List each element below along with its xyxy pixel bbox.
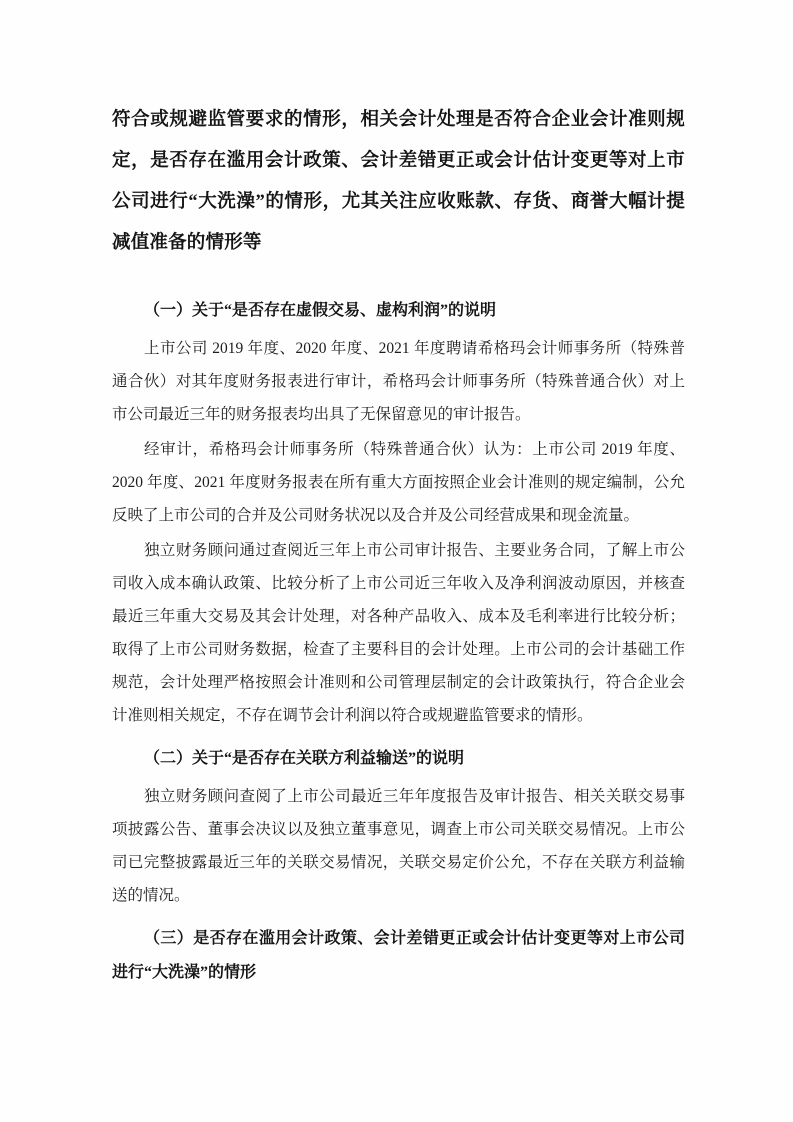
document-body bbox=[112, 100, 685, 990]
section-1-paragraph-2: 经审计，希格玛会计师事务所（特殊普通合伙）认为：上市公司 2019 年度、2020 年度、2021 年度财务报表在所有重大方面按照企业会计准则的规定编制，公允反映了上市公司的合并及公司财务状况以及合并及公司经营成果和现金流量。 bbox=[112, 441, 685, 524]
section-heading-1: （一）关于“是否存在虚假交易、虚构利润”的说明 bbox=[144, 302, 497, 319]
section-heading-2: （二）关于“是否存在关联方利益输送”的说明 bbox=[144, 750, 465, 767]
page-title: 符合或规避监管要求的情形，相关会计处理是否符合企业会计准则规定，是否存在滥用会计政策、会计差错更正或会计估计变更等对上市公司进行“大洗澡”的情形，尤其关注应收账款、存货、商誉大幅计提减值准备的情形等 bbox=[112, 110, 685, 253]
spacer bbox=[112, 278, 685, 284]
section-1-paragraph-3: 独立财务顾问通过查阅近三年上市公司审计报告、主要业务合同，了解上市公司收入成本确认政策、比较分析了上市公司近三年收入及净利润波动原因，并核查最近三年重大交易及其会计处理，对各种产品收入、成本及毛利率进行比较分析；取得了上市公司财务数据，检查了主要科目的会计处理。上市公司的会计基础工作规范，会计处理严格按照会计准则和公司管理层制定的会计政策执行，符合企业会计准则相关规定，不存在调节会计利润以符合或规避监管要求的情形。 bbox=[112, 542, 685, 724]
section-2-paragraph-1: 独立财务顾问查阅了上市公司最近三年年度报告及审计报告、相关关联交易事项披露公告、董事会决议以及独立董事意见，调查上市公司关联交易情况。上市公司已完整披露最近三年的关联交易情况，关联交易定价公允，不存在关联方利益输送的情况。 bbox=[112, 788, 685, 904]
section-1-paragraph-1: 上市公司 2019 年度、2020 年度、2021 年度聘请希格玛会计师事务所（特殊普通合伙）对其年度财务报表进行审计，希格玛会计师事务所（特殊普通合伙）对上市公司最近三年的财务报表均出具了无保留意见的审计报告。 bbox=[112, 340, 685, 423]
section-heading-3: （三）是否存在滥用会计政策、会计差错更正或会计估计变更等对上市公司进行“大洗澡”的情形 bbox=[112, 930, 685, 981]
